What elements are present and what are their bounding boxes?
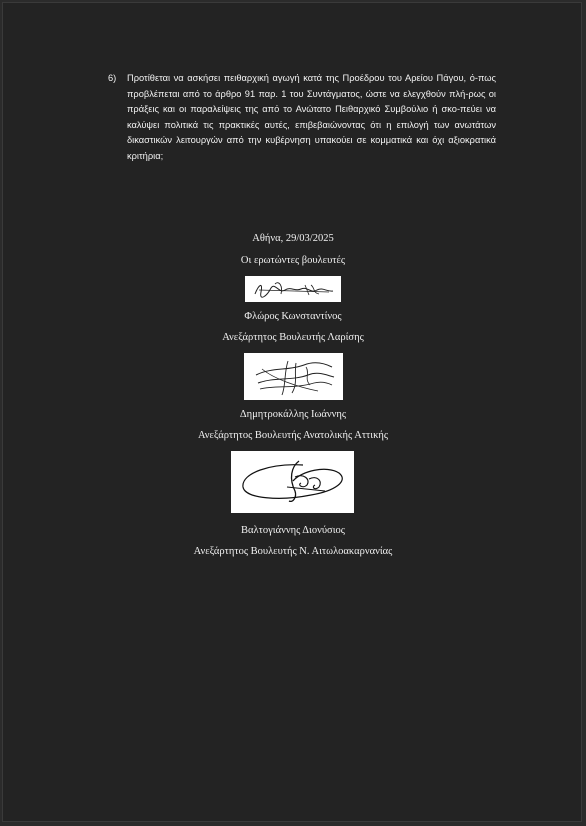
place-date: Αθήνα, 29/03/2025 [252, 233, 334, 244]
signatory-name: Δημητροκάλλης Ιωάννης [239, 409, 347, 420]
signatory-title: Ανεξάρτητος Βουλευτής Ανατολικής Αττικής [197, 430, 389, 441]
question-number: 6) [108, 73, 117, 83]
signatory-title: Ανεξάρτητος Βουλευτής Λαρίσης [222, 332, 364, 343]
signatory-title: Ανεξάρτητος Βουλευτής Ν. Αιτωλοακαρνανίας [193, 546, 393, 557]
question-text: Προτίθεται να ασκήσει πειθαρχική αγωγή κατά της Προέδρου του Αρείου Πάγου, ό-πως προβλέπεται από το άρθρο 91 παρ. 1 του Συντάγματος, ώστε να ελεγχθούν πλή-ρως οι πράξεις και οι παραλείψεις της από το Ανώτατο Πειθαρχικό Συμβούλιο ή σκο-πεύει να καλύψει πολιτικά τις πρακτικές αυτές, επιβεβαιώνοντας ότι η επιλογή των ανωτάτων δικαστικών λειτουργών από την κυβέρνηση υπακούει σε κομματικά και όχι αξιοκρατικά κριτήρια; [127, 73, 496, 161]
signature-image-dimitrokallis [244, 353, 343, 400]
signature-image-valtogiannis [231, 451, 354, 513]
signatories-heading: Οι ερωτώντες βουλευτές [240, 255, 346, 266]
signatory-name: Φλώρος Κωνσταντίνος [244, 311, 342, 322]
question-6 [108, 71, 496, 165]
signature-image-floros [245, 276, 341, 302]
signatory-name: Βαλτογιάννης Διονύσιος [241, 525, 345, 536]
